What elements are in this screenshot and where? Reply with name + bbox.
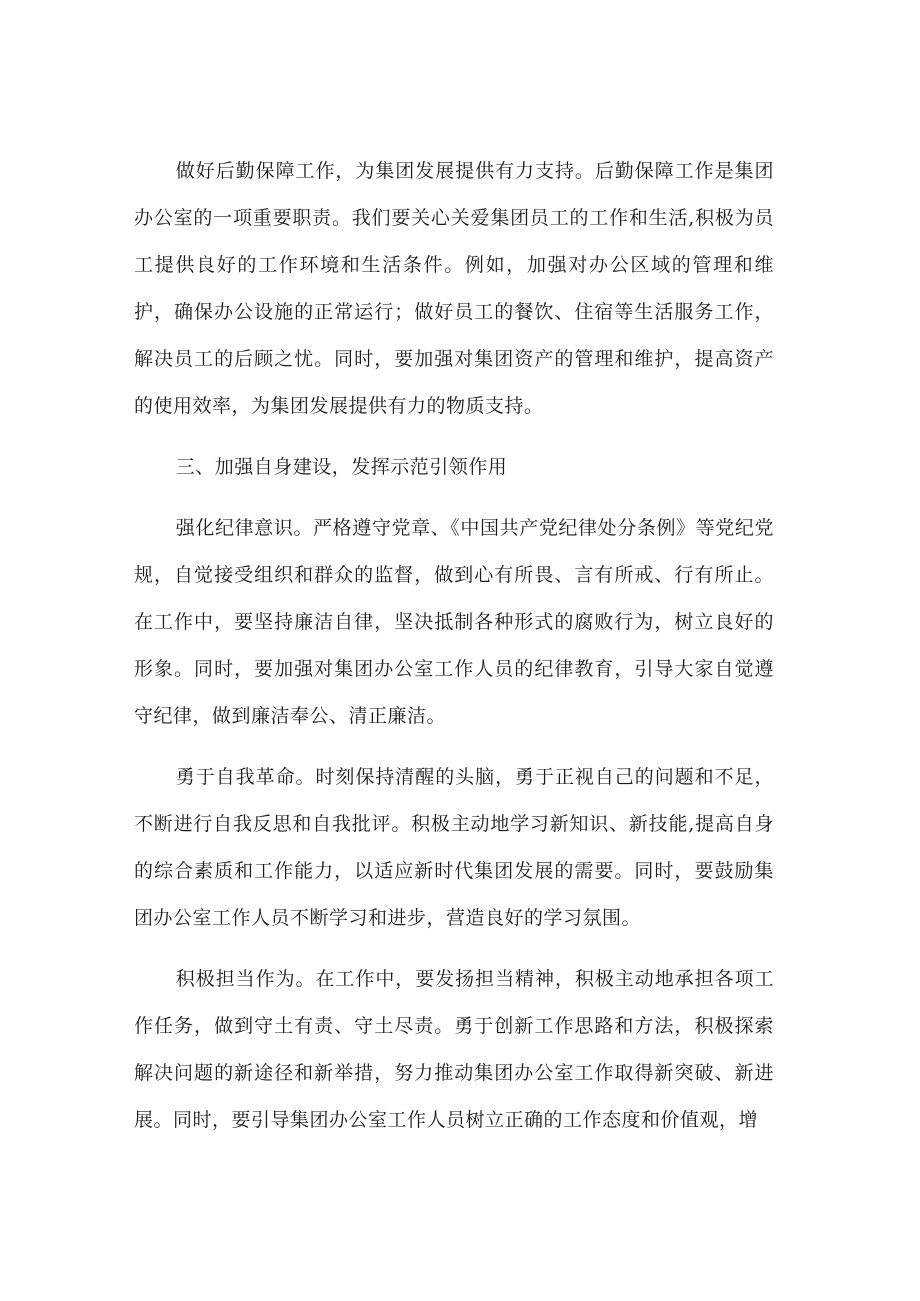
section-heading-3: 三、加强自身建设，发挥示范引领作用 bbox=[175, 456, 508, 478]
paragraph-discipline-awareness: 强化纪律意识。严格遵守党章、《中国共产党纪律处分条例》等党纪党规，自觉接受组织和群众的监督，做到心有所畏、言有所戒、行有所止。在工作中，要坚持廉洁自律，坚决抵制各种形式的腐败行为，树立良好的形象。同时，要加强对集团办公室工作人员的纪律教育，引导大家自觉遵守纪律，做到廉洁奉公、清正廉洁。 bbox=[134, 517, 774, 727]
paragraph-self-revolution: 勇于自我革命。时刻保持清醒的头脑，勇于正视自己的问题和不足，不断进行自我反思和自我批评。积极主动地学习新知识、新技能,提高自身的综合素质和工作能力，以适应新时代集团发展的需要。同时，要鼓励集团办公室工作人员不断学习和进步，营造良好的学习氛围。 bbox=[134, 766, 774, 929]
paragraph-take-responsibility: 积极担当作为。在工作中，要发扬担当精神，积极主动地承担各项工作任务，做到守土有责、守土尽责。勇于创新工作思路和方法，积极探索解决问题的新途径和新举措，努力推动集团办公室工作取得新突破、新进展。同时，要引导集团办公室工作人员树立正确的工作态度和价值观，增 bbox=[134, 968, 774, 1131]
paragraph-logistics-support: 做好后勤保障工作，为集团发展提供有力支持。后勤保障工作是集团办公室的一项重要职责。我们要关心关爱集团员工的工作和生活,积极为员工提供良好的工作环境和生活条件。例如，加强对办公区域的管理和维护，确保办公设施的正常运行；做好员工的餐饮、住宿等生活服务工作，解决员工的后顾之忧。同时，要加强对集团资产的管理和维护，提高资产的使用效率，为集团发展提供有力的物质支持。 bbox=[134, 160, 774, 417]
document-body bbox=[134, 148, 774, 1158]
